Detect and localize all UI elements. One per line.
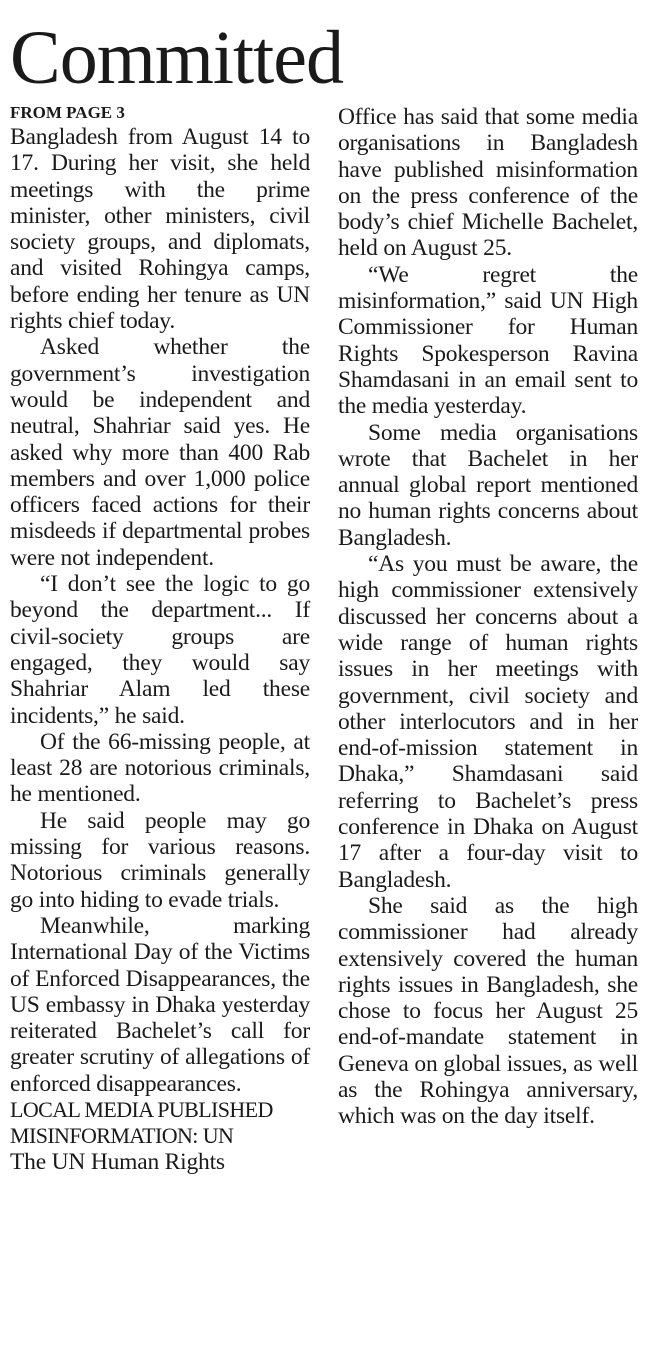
paragraph: The UN Human Rights [10, 1148, 225, 1175]
paragraph: He said people may go missing for various reasons. Notorious criminals generally go into hiding to evade trials. [10, 807, 310, 913]
paragraph: Of the 66-missing people, at least 28 are notorious criminals, he mentioned. [10, 728, 310, 808]
paragraph: Asked whether the government’s investigation would be independent and neutral, Shahriar said yes. He asked why more than 400 Rab members and over 1,000 police officers faced actions for their misdeeds if departmental probes were not independent. [10, 334, 310, 571]
paragraph: She said as the high commissioner had already extensively covered the human rights issues in Bangladesh, she chose to focus her August 25 end-of-mandate statement in Geneva on global issues, as well as the Rohingya anniversary, which was on the day itself. [338, 892, 638, 1130]
paragraph: Meanwhile, marking International Day of the Victims of Enforced Disappearances, the US embassy in Dhaka yesterday reiterated Bachelet’s call for greater scrutiny of allegations of enforced disappearances. [10, 912, 310, 1097]
paragraph: Bangladesh from August 14 to 17. During her visit, she held meetings with the prime minister, other ministers, civil society groups, and diplomats, and visited Rohingya camps, before ending her tenure as UN rights chief today. [10, 124, 310, 335]
continued-from-kicker: FROM PAGE 3 [10, 103, 125, 122]
paragraph: “We regret the misinformation,” said UN High Commissioner for Human Rights Spokesperson Ravina Shamdasani in an email sent to the media yesterday. [338, 261, 638, 420]
article-column-right [338, 104, 638, 1130]
paragraph: Some media organisations wrote that Bachelet in her annual global report mentioned no human rights concerns about Bangladesh. [338, 419, 638, 551]
headline: Committed [10, 16, 343, 100]
paragraph: “As you must be aware, the high commissioner extensively discussed her concerns about a wide range of human rights issues in her meetings with government, civil society and other interlocutors and in her end-of-mission statement in Dhaka,” Shamdasani said referring to Bachelet’s press conference in Dhaka on August 17 after a four-day visit to Bangladesh. [338, 551, 638, 893]
section-subhead: LOCAL MEDIA PUBLISHED MISINFORMATION: UN [10, 1096, 273, 1148]
paragraph: Office has said that some media organisations in Bangladesh have published misinformation on the press conference of the body’s chief Michelle Bachelet, held on August 25. [338, 104, 638, 262]
paragraph: “I don’t see the logic to go beyond the department... If civil-society groups are engaged, they would say Shahriar Alam led these incidents,” he said. [10, 571, 310, 729]
article-column-left [10, 104, 310, 1175]
